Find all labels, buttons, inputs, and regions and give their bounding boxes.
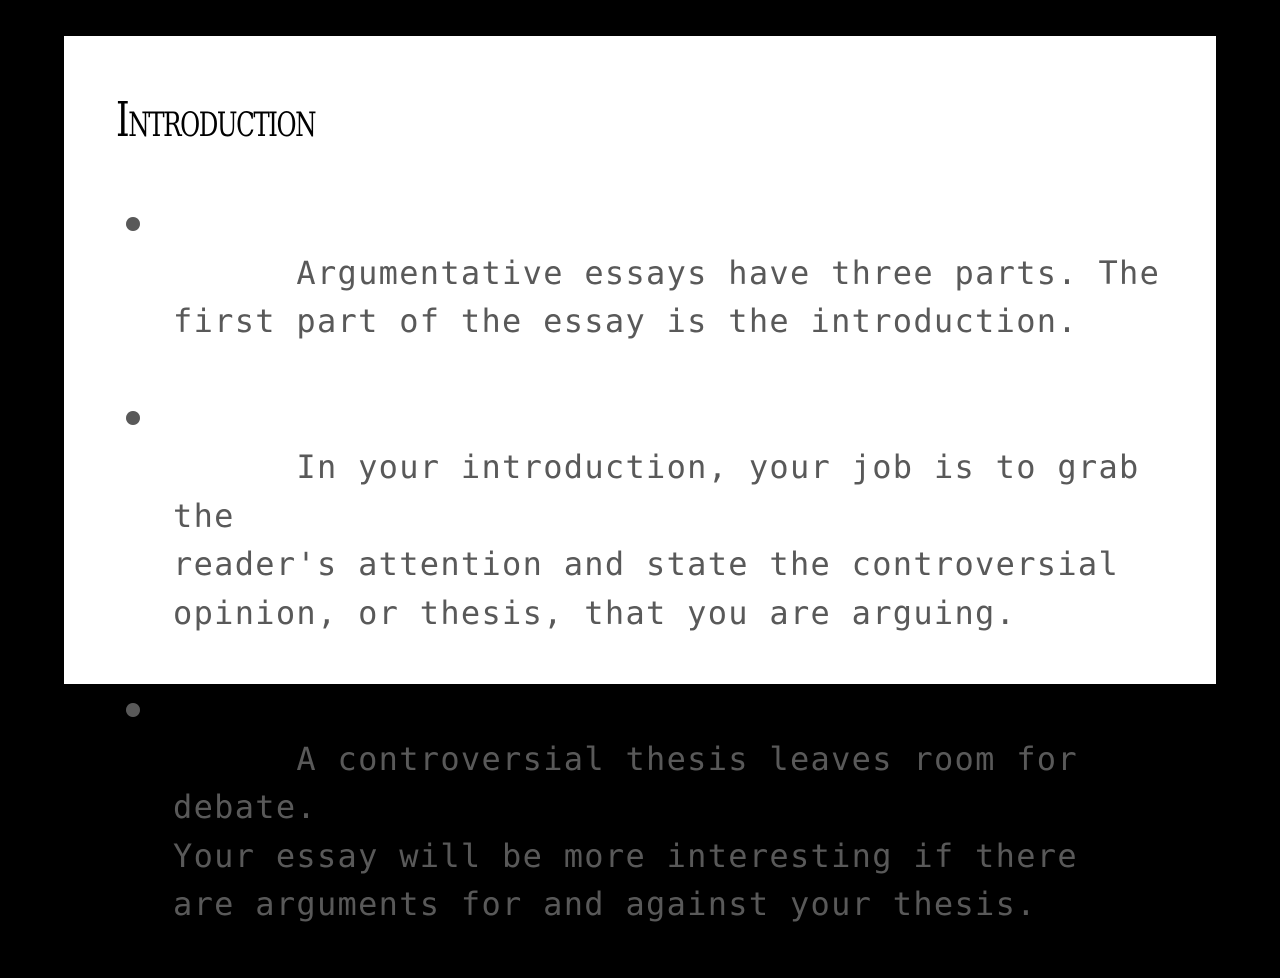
bullet-text: In your introduction, your job is to grab the reader's attention and state the controversial opinion, or thesis, that you are arguing.: [173, 447, 1140, 632]
bullet-dot-icon: [126, 217, 140, 231]
bullet-dot-icon: [126, 703, 140, 717]
slide: [64, 36, 1216, 924]
slide-title: Introduction: [116, 92, 316, 148]
bullet-list: [124, 200, 1164, 978]
bullet-text: A controversial thesis leaves room for debate. Your essay will be more interesting if there are arguments for and against your thesis.: [173, 739, 1078, 924]
bullet-item: [124, 686, 1164, 978]
bullet-text: Argumentative essays have three parts. The first part of the essay is the introduction.: [173, 253, 1161, 341]
bullet-item: [124, 394, 1164, 686]
bullet-dot-icon: [126, 411, 140, 425]
bullet-item: [124, 200, 1164, 394]
